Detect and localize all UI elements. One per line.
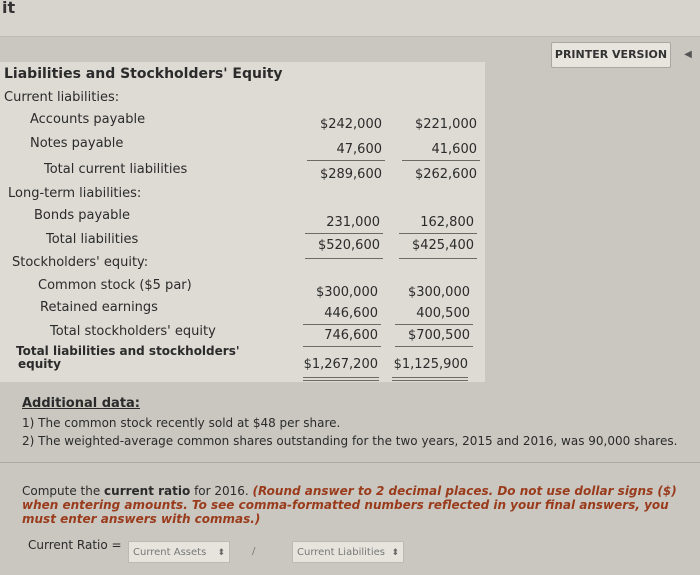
denominator-value: Current Liabilities: [297, 547, 385, 558]
label-common-stock: Common stock ($5 par): [38, 278, 192, 293]
instr-emphasis: (Round answer to 2 decimal places. Do not use dollar signs ($) when entering amounts. To see comma-formatted numbers reflected in your final answers, you must enter answers with commas.): [22, 484, 677, 526]
question-instructions: [22, 484, 698, 526]
select-caret-icon: ⬍: [217, 548, 225, 558]
value-cs-2015: $300,000: [407, 285, 470, 300]
value-tl-2016: $520,600: [317, 238, 380, 253]
value-ap-2015: $221,000: [414, 117, 477, 132]
value-ap-2016: $242,000: [319, 117, 382, 132]
underline: [399, 258, 477, 259]
label-bonds-payable: Bonds payable: [34, 208, 131, 223]
underline: [303, 346, 381, 347]
additional-data-line-2: 2) The weighted-average common shares outstanding for the two years, 2015 and 2016, was 90,000 shares.: [22, 434, 678, 448]
value-cs-2016: $300,000: [315, 285, 378, 300]
double-underline: [392, 377, 468, 378]
value-tcl-2015: $262,600: [414, 167, 477, 182]
label-retained-earnings: Retained earnings: [40, 300, 158, 315]
underline: [402, 160, 480, 161]
underline: [305, 233, 383, 234]
underline: [303, 324, 381, 325]
select-caret-icon: ⬍: [391, 548, 399, 558]
additional-data-title: Additional data:: [22, 396, 141, 411]
table-title: Liabilities and Stockholders' Equity: [4, 66, 283, 82]
label-total-stockholders-equity: Total stockholders' equity: [50, 324, 216, 339]
denominator-select[interactable]: [292, 541, 404, 563]
double-underline: [303, 377, 379, 378]
value-re-2016: 446,600: [324, 306, 378, 321]
instr-prefix: Compute the: [22, 484, 105, 498]
label-total-current-liabilities: Total current liabilities: [44, 162, 188, 177]
label-total-liabilities-and-equity: Total liabilities and stockholders': [16, 344, 240, 358]
value-np-2015: 41,600: [431, 142, 477, 157]
top-bar: [0, 0, 700, 37]
collapse-arrow-icon[interactable]: ◀: [684, 49, 692, 60]
instr-middle: for 2016.: [190, 484, 253, 498]
section-stockholders-equity: Stockholders' equity:: [12, 255, 149, 270]
header-fragment: it: [2, 0, 16, 17]
numerator-select[interactable]: [128, 541, 230, 563]
label-total-le-equity: equity: [18, 357, 61, 371]
additional-data-line-1: 1) The common stock recently sold at $48 per share.: [22, 416, 341, 430]
label-notes-payable: Notes payable: [30, 136, 124, 151]
value-re-2015: 400,500: [416, 306, 470, 321]
double-underline: [303, 380, 379, 381]
numerator-value: Current Assets: [133, 547, 207, 558]
printer-version-button[interactable]: PRINTER VERSION: [551, 42, 671, 68]
divider: [0, 462, 700, 463]
label-accounts-payable: Accounts payable: [30, 112, 146, 127]
value-bp-2016: 231,000: [326, 215, 380, 230]
section-long-term-liabilities: Long-term liabilities:: [8, 186, 142, 201]
underline: [395, 324, 473, 325]
value-np-2016: 47,600: [336, 142, 382, 157]
value-tse-2015: $700,500: [407, 328, 470, 343]
value-tse-2016: 746,600: [324, 328, 378, 343]
double-underline: [392, 380, 468, 381]
value-tl-2015: $425,400: [411, 238, 474, 253]
label-total-liabilities: Total liabilities: [46, 232, 139, 247]
instr-bold: current ratio: [104, 484, 191, 498]
underline: [395, 346, 473, 347]
underline: [305, 258, 383, 259]
current-ratio-label: Current Ratio =: [28, 538, 122, 552]
section-current-liabilities: Current liabilities:: [4, 90, 120, 105]
value-tle-2016: $1,267,200: [303, 357, 378, 372]
divide-operator: /: [252, 546, 256, 557]
underline: [307, 160, 385, 161]
value-tcl-2016: $289,600: [319, 167, 382, 182]
underline: [399, 233, 477, 234]
value-bp-2015: 162,800: [420, 215, 474, 230]
value-tle-2015: $1,125,900: [393, 357, 468, 372]
